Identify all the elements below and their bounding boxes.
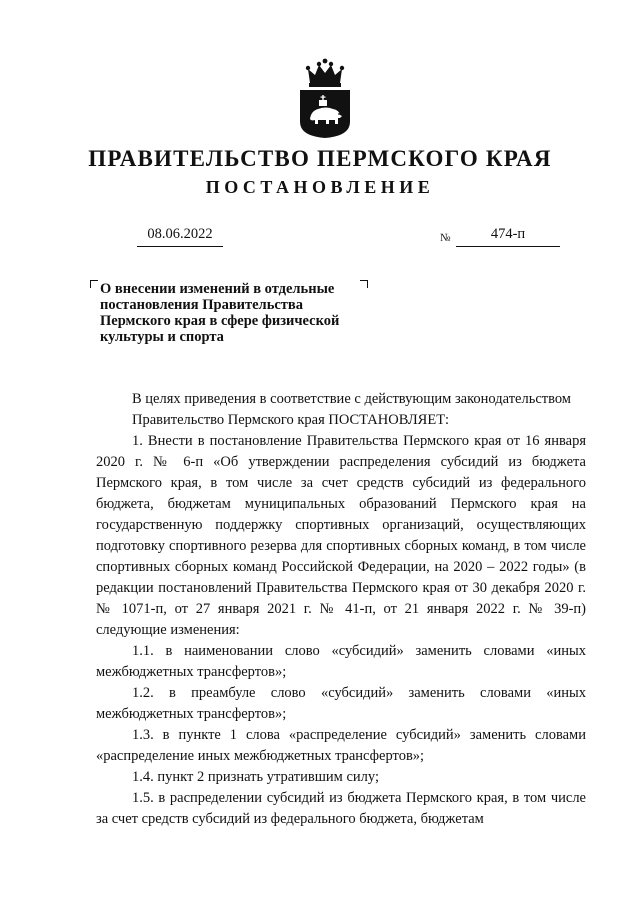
- organization-title: ПРАВИТЕЛЬСТВО ПЕРМСКОГО КРАЯ: [88, 146, 552, 171]
- paragraph-item-1: 1. Внести в постановление Правительства Пермского края от 16 января 2020 г. № 6-п «Об утверждении распределения субсидий из бюджета Пермского края, в том числе за счет средств субсидий из федерального бюджета, бюджетам муниципальных образований Пермского края на государственную поддержку спортивных организаций, осуществляющих подготовку спортивного резерва для спортивных сборных команд, в том числе спортивных сборных команд Российской Федерации, на 2020 – 2022 годы» (в редакции постановлений Правительства Пермского края от 30 декабря 2020 г. № 1071-п, от 27 января 2021 г. № 41-п, от 21 января 2022 г. № 39-п) следующие изменения:: [96, 433, 586, 638]
- paragraph-item-1-5: 1.5. в распределении субсидий из бюджета Пермского края, в том числе за счет средств субсидий из федерального бюджета, бюджетам: [96, 790, 586, 827]
- paragraph-preamble: В целях приведения в соответствие с действующим законодательством: [132, 391, 571, 407]
- paragraph-item-1-1: 1.1. в наименовании слово «субсидий» заменить словами «иных межбюджетных трансфертов»;: [96, 643, 586, 680]
- subject-bracket-left: [90, 280, 98, 288]
- document-body: [96, 389, 586, 830]
- paragraph-item-1-2: 1.2. в преамбуле слово «субсидий» заменить словами «иных межбюджетных трансфертов»;: [96, 685, 586, 722]
- document-type: ПОСТАНОВЛЕНИЕ: [205, 177, 435, 197]
- document-number: 474-п: [456, 226, 560, 247]
- number-sign: №: [440, 232, 451, 244]
- document-subject: О внесении изменений в отдельные постановления Правительства Пермского края в сфере физической культуры и спорта: [100, 281, 340, 345]
- paragraph-resolves: Правительство Пермского края ПОСТАНОВЛЯЕТ:: [132, 412, 450, 428]
- coat-of-arms-icon: [296, 56, 354, 140]
- paragraph-item-1-4: 1.4. пункт 2 признать утратившим силу;: [132, 769, 379, 785]
- document-date: 08.06.2022: [137, 226, 223, 247]
- paragraph-item-1-3: 1.3. в пункте 1 слова «распределение субсидий» заменить словами «распределение иных межбюджетных трансфертов»;: [96, 727, 586, 764]
